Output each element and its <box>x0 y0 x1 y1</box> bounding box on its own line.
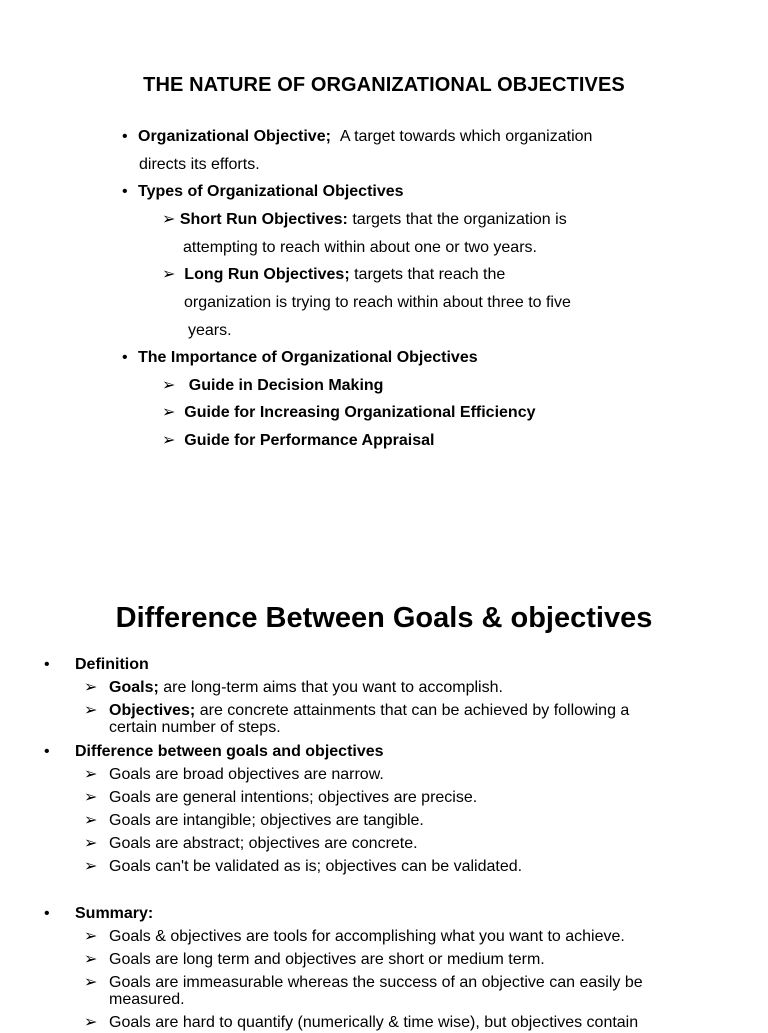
arrow-icon: ➢ <box>84 928 98 945</box>
long-run-term: Long Run Objectives; <box>184 266 350 283</box>
long-run-def-1: targets that reach the <box>354 266 506 283</box>
summary-item: ➢ Goals are hard to quantify (numerically & time wise), but objectives contain <box>84 1014 639 1031</box>
bullet-importance: • The Importance of Organizational Objectives <box>122 349 478 366</box>
arrow-icon: ➢ <box>84 858 98 875</box>
short-run-term: Short Run Objectives: <box>179 211 348 228</box>
slide-goals-vs-objectives <box>0 560 768 1031</box>
arrow-icon: ➢ <box>84 974 98 991</box>
arrow-icon: ➢ <box>84 766 98 783</box>
short-run-def-2: attempting to reach within about one or two years. <box>183 239 537 256</box>
difference-item: ➢ Goals are intangible; objectives are tangible. <box>84 812 424 829</box>
definition-heading: Definition <box>75 656 149 673</box>
arrow-icon: ➢ <box>84 1014 98 1031</box>
long-run-def-3: years. <box>188 322 232 339</box>
summary-item: ➢ Goals are long term and objectives are short or medium term. <box>84 951 545 968</box>
org-objective-term: Organizational Objective; <box>138 128 331 145</box>
summary-item-cont: measured. <box>109 991 185 1008</box>
arrow-icon: ➢ <box>162 404 176 421</box>
org-objective-def-2: directs its efforts. <box>139 156 260 173</box>
bullet-org-objective: • Organizational Objective; A target towards which organization <box>122 128 593 145</box>
org-objective-def-1: A target towards which organization <box>339 128 593 145</box>
summary-item: ➢ Goals are immeasurable whereas the success of an objective can easily be <box>84 974 643 991</box>
importance-item-3: ➢ Guide for Performance Appraisal <box>162 432 435 449</box>
definition-objectives: ➢ Objectives; are concrete attainments that can be achieved by following a <box>84 702 630 719</box>
objectives-def-2: certain number of steps. <box>109 719 281 736</box>
sub-long-run <box>162 265 505 285</box>
bullet-difference: • Difference between goals and objectives <box>44 743 384 760</box>
arrow-icon: ➢ <box>84 835 98 852</box>
slide1-title: THE NATURE OF ORGANIZATIONAL OBJECTIVES <box>143 74 625 96</box>
difference-item: ➢ Goals are general intentions; objectives are precise. <box>84 789 478 806</box>
summary-item: ➢ Goals & objectives are tools for accomplishing what you want to achieve. <box>84 928 625 945</box>
difference-item: ➢ Goals are broad objectives are narrow. <box>84 766 384 783</box>
bullet-types: • Types of Organizational Objectives <box>122 183 404 200</box>
short-run-def-1: targets that the organization is <box>352 211 567 228</box>
summary-heading: Summary: <box>75 905 154 922</box>
difference-item: ➢ Goals are abstract; objectives are concrete. <box>84 835 418 852</box>
importance-item-2: ➢ Guide for Increasing Organizational Efficiency <box>162 404 536 421</box>
importance-heading: The Importance of Organizational Objectives <box>138 349 478 366</box>
arrow-icon: ➢ <box>84 789 98 806</box>
arrow-icon: ➢ <box>84 812 98 829</box>
arrow-icon: ➢ <box>84 951 98 968</box>
long-run-def-2: organization is trying to reach within about three to five <box>184 294 571 311</box>
difference-item: ➢ Goals can't be validated as is; objectives can be validated. <box>84 858 523 875</box>
arrow-icon: ➢ <box>162 377 176 394</box>
slide2-title: Difference Between Goals & objectives <box>115 602 653 634</box>
bullet-definition: • Definition <box>44 656 149 673</box>
importance-item-1: ➢ Guide in Decision Making <box>162 377 384 394</box>
arrow-icon: ➢ <box>162 211 176 228</box>
types-heading: Types of Organizational Objectives <box>138 183 404 200</box>
bullet-summary: • Summary: <box>44 905 154 922</box>
arrow-icon: ➢ <box>84 679 98 696</box>
definition-goals: ➢ Goals; are long-term aims that you want to accomplish. <box>84 679 503 696</box>
arrow-icon: ➢ <box>162 432 176 449</box>
sub-short-run <box>162 210 567 230</box>
arrow-icon: ➢ <box>84 702 98 719</box>
difference-heading: Difference between goals and objectives <box>75 743 384 760</box>
arrow-icon: ➢ <box>162 266 176 283</box>
